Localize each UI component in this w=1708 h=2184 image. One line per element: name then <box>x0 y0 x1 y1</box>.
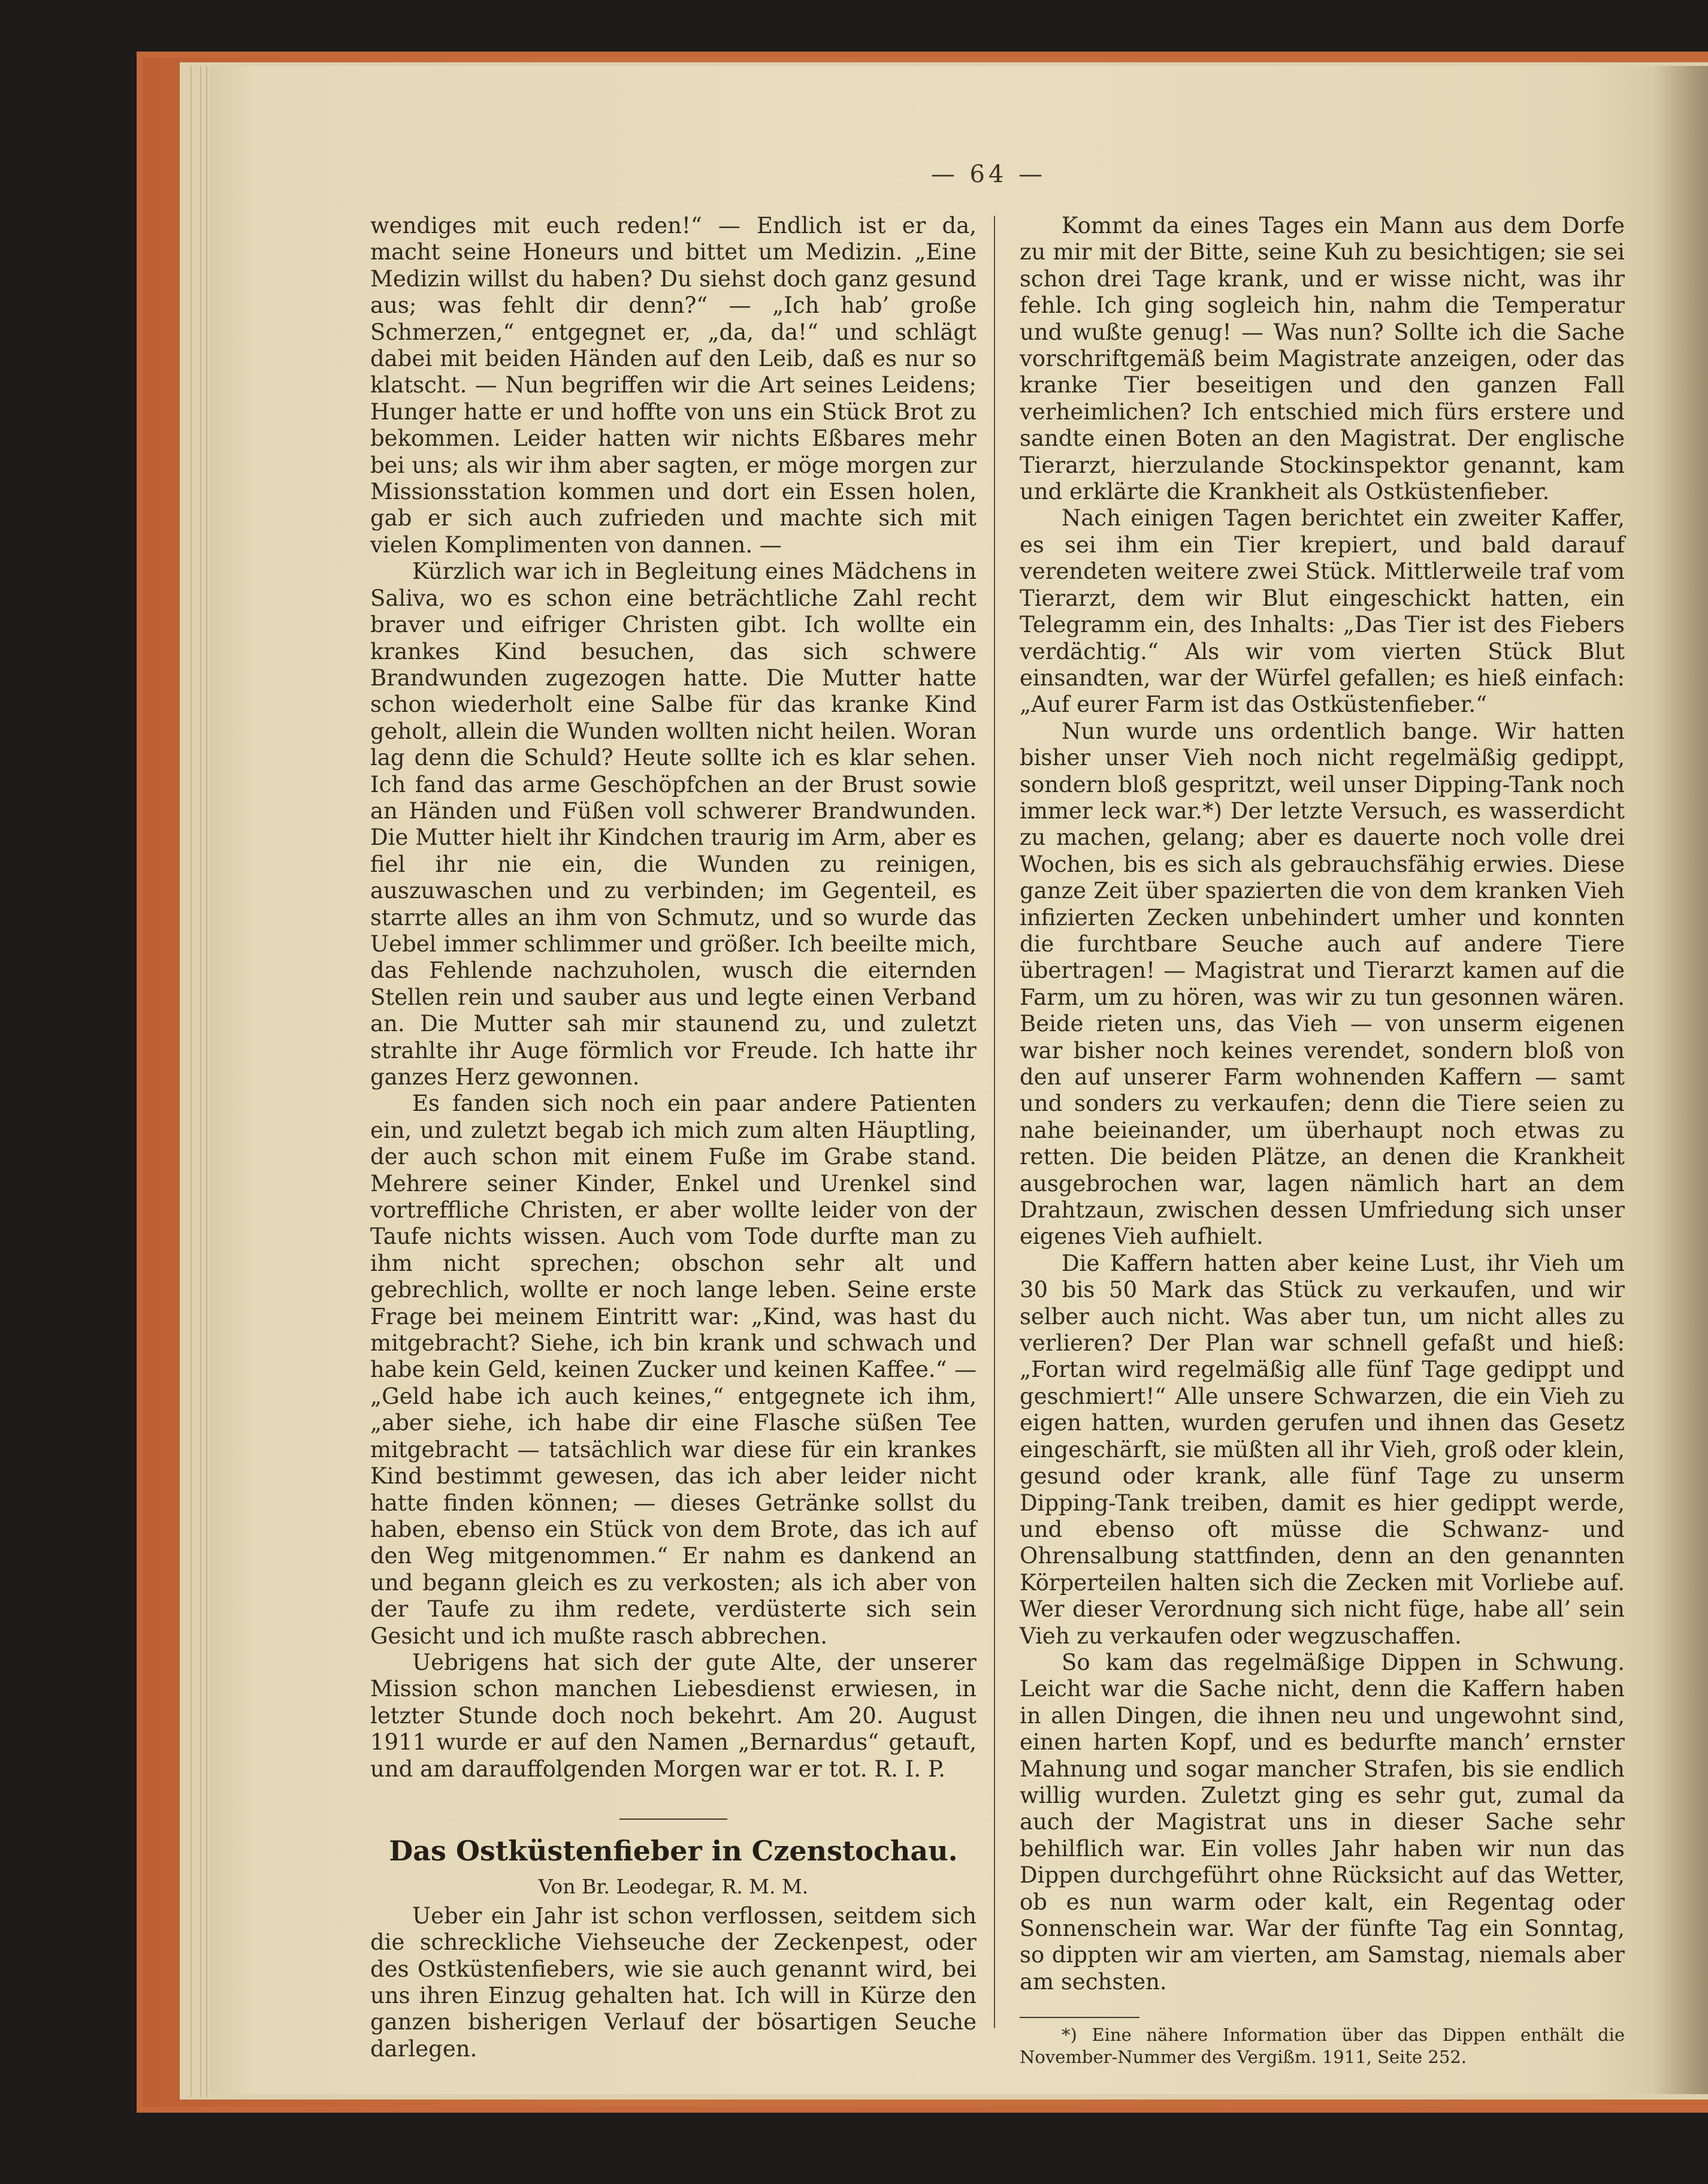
right-column <box>1020 213 1625 2068</box>
article-byline: Von Br. Leodegar, R. M. M. <box>538 1875 809 1899</box>
paragraph: So kam das regelmäßige Dippen in Schwung. Leicht war die Sache nicht, denn die Kaffern haben in allen Dingen, die ihnen neu und ungewohnt sind, einen harten Kopf, und es bedurfte manch’ ernster Mahnung und sogar mancher Strafen, bis sie endlich willig wurden. Zuletzt ging es sehr gut, zumal da auch der Magistrat uns in dieser Sache sehr behilflich war. Ein volles Jahr haben wir nun das Dippen durchgeführt ohne Rücksicht auf das Wetter, ob es nun warm oder kalt, ein Regentag oder Sonnenschein war. War der fünfte Tag ein Sonntag, so dippten wir am vierten, am Samstag, niemals aber am sechsten. <box>1020 1649 1625 1995</box>
left-column <box>370 213 977 2062</box>
section-divider <box>619 1819 727 1820</box>
paragraph: Kürzlich war ich in Begleitung eines Mädchens in Saliva, wo es schon eine beträchtliche Zahl recht braver und eifriger Christen gibt. Ich wollte ein krankes Kind besuchen, das sich schwere Brandwunden zugezogen hatte. Die Mutter hatte schon wiederholt eine Salbe für das kranke Kind geholt, allein die Wunden wollten nicht heilen. Woran lag denn die Schuld? Heute sollte ich es klar sehen. Ich fand das arme Geschöpfchen an der Brust sowie an Händen und Füßen voll schwerer Brandwunden. Die Mutter hielt ihr Kindchen traurig im Arm, aber es fiel ihr nie ein, die Wunden zu reinigen, auszuwaschen und zu verbinden; im Gegenteil, es starrte alles an ihm von Schmutz, und so wurde das Uebel immer schlimmer und größer. Ich beeilte mich, das Fehlende nachzuholen, wusch die eiternden Stellen rein und sauber aus und legte einen Verband an. Die Mutter sah mir staunend zu, und zuletzt strahlte ihr Auge förmlich vor Freude. Ich hatte ihr ganzes Herz gewonnen. <box>370 558 977 1090</box>
paragraph: Uebrigens hat sich der gute Alte, der unserer Mission schon manchen Liebesdienst erwiesen, in letzter Stunde doch noch bekehrt. Am 20. August 1911 wurde er auf den Namen „Bernardus“ getauft, und am darauffolgenden Morgen war er tot. R. I. P. <box>370 1649 977 1782</box>
page-edge-line <box>206 66 207 2097</box>
paragraph: Es fanden sich noch ein paar andere Patienten ein, und zuletzt begab ich mich zum alten Häuptling, der auch schon mit einem Fuße im Grabe stand. Mehrere seiner Kinder, Enkel und Urenkel sind vortreffliche Christen, er aber wollte leider von der Taufe nichts wissen. Auch vom Tode durfte man zu ihm nicht sprechen; obschon sehr alt und gebrechlich, wollte er noch lange leben. Seine erste Frage bei meinem Eintritt war: „Kind, was hast du mitgebracht? Siehe, ich bin krank und schwach und habe kein Geld, keinen Zucker und keinen Kaffee.“ — „Geld habe ich auch keines,“ entgegnete ich ihm, „aber siehe, ich habe dir eine Flasche süßen Tee mitgebracht — tatsächlich war diese für ein krankes Kind bestimmt gewesen, das ich aber leider nicht hatte finden können; — dieses Getränke sollst du haben, ebenso ein Stück von dem Brote, das ich auf den Weg mitgenommen.“ Er nahm es dankend an und begann gleich es zu verkosten; als ich aber von der Taufe zu ihm redete, verdüsterte sich sein Gesicht und ich mußte rasch abbrechen. <box>370 1091 977 1649</box>
paragraph: Kommt da eines Tages ein Mann aus dem Dorfe zu mir mit der Bitte, seine Kuh zu besichtigen; sie sei schon drei Tage krank, und er wisse nicht, was ihr fehle. Ich ging sogleich hin, nahm die Temperatur und wußte genug! — Was nun? Sollte ich die Sache vorschriftgemäß beim Magistrate anzeigen, oder das kranke Tier beseitigen und den ganzen Fall verheimlichen? Ich entschied mich fürs erstere und sandte einen Boten an den Magistrat. Der englische Tierarzt, hierzulande Stockinspektor genannt, kam und erklärte die Krankheit als Ostküstenfieber. <box>1020 213 1625 505</box>
paragraph: Nach einigen Tagen berichtet ein zweiter Kaffer, es sei ihm ein Tier krepiert, und bald darauf verendeten weitere zwei Stück. Mittlerweile traf vom Tierarzt, dem wir Blut eingeschickt hatten, ein Telegramm ein, des Inhalts: „Das Tier ist des Fiebers verdächtig.“ Als wir vom vierten Stück Blut einsandten, war der Würfel gefallen; es hieß einfach: „Auf eurer Farm ist das Ostküstenfieber.“ <box>1020 505 1625 718</box>
column-divider <box>994 216 995 2028</box>
footnote: *) Eine nähere Information über das Dippen enthält die November-Nummer des Vergißm. 1911, Seite 252. <box>1020 2025 1625 2068</box>
paragraph: Ueber ein Jahr ist schon verflossen, seitdem sich die schreckliche Viehseuche der Zeckenpest, oder des Ostküstenfiebers, wie sie auch genannt wird, bei uns ihren Einzug gehalten hat. Ich will in Kürze den ganzen bisherigen Verlauf der bösartigen Seuche darlegen. <box>370 1902 977 2062</box>
page-edge-line <box>191 66 192 2097</box>
page-edge-line <box>200 66 201 2097</box>
footnote-rule <box>1020 2017 1139 2018</box>
article-title: Das Ostküstenfieber in Czenstochau. <box>389 1834 958 1867</box>
paragraph: wendiges mit euch reden!“ — Endlich ist er da, macht seine Honeurs und bittet um Medizin. „Eine Medizin willst du haben? Du siehst doch ganz gesund aus; was fehlt dir denn?“ — „Ich hab’ große Schmerzen,“ entgegnet er, „da, da!“ und schlägt dabei mit beiden Händen auf den Leib, daß es nur so klatscht. — Nun begriffen wir die Art seines Leidens; Hunger hatte er und hoffte von uns ein Stück Brot zu bekommen. Leider hatten wir nichts Eßbares mehr bei uns; als wir ihm aber sagten, er möge morgen zur Missionsstation kommen und dort ein Essen holen, gab er sich auch zufrieden und machte sich mit vielen Komplimenten von dannen. — <box>370 213 977 558</box>
paragraph: Die Kaffern hatten aber keine Lust, ihr Vieh um 30 bis 50 Mark das Stück zu verkaufen, und wir selber auch nicht. Was aber tun, um nicht alles zu verlieren? Der Plan war schnell gefaßt und hieß: „Fortan wird regelmäßig alle fünf Tage gedippt und geschmiert!“ Alle unsere Schwarzen, die ein Vieh zu eigen hatten, wurden gerufen und ihnen das Gesetz eingeschärft, sie müßten all ihr Vieh, groß oder klein, gesund oder krank, alle fünf Tage zu unserm Dipping-Tank treiben, damit es hier gedippt werde, und ebenso oft müsse die Schwanz- und Ohrensalbung stattfinden, denn an den genannten Körperteilen halten sich die Zecken mit Vorliebe auf. Wer dieser Verordnung sich nicht füge, habe all’ sein Vieh zu verkaufen oder wegzuschaffen. <box>1020 1250 1625 1649</box>
paragraph: Nun wurde uns ordentlich bange. Wir hatten bisher unser Vieh noch nicht regelmäßig gedippt, sondern bloß gespritzt, weil unser Dipping-Tank noch immer leck war.*) Der letzte Versuch, es wasserdicht zu machen, gelang; aber es dauerte noch volle drei Wochen, bis es sich als gebrauchsfähig erwies. Diese ganze Zeit über spazierten die von dem kranken Vieh infizierten Zecken unbehindert umher und konnten die furchtbare Seuche auch auf andere Tiere übertragen! — Magistrat und Tierarzt kamen auf die Farm, um zu hören, was wir zu tun gesonnen wären. Beide rieten uns, das Vieh — von unserm eigenen war bisher noch keines verendet, sondern bloß von den auf unserer Farm wohnenden Kaffern — samt und sonders zu verkaufen; denn die Tiere seien zu nahe beieinander, um überhaupt noch etwas zu retten. Die beiden Plätze, an denen die Krankheit ausgebrochen war, lagen nämlich hart an dem Drahtzaun, zwischen dessen Umfriedung sich unser eigenes Vieh aufhielt. <box>1020 718 1625 1250</box>
page-number: — 64 — <box>930 161 1047 188</box>
gutter-shadow <box>1653 66 1708 2094</box>
